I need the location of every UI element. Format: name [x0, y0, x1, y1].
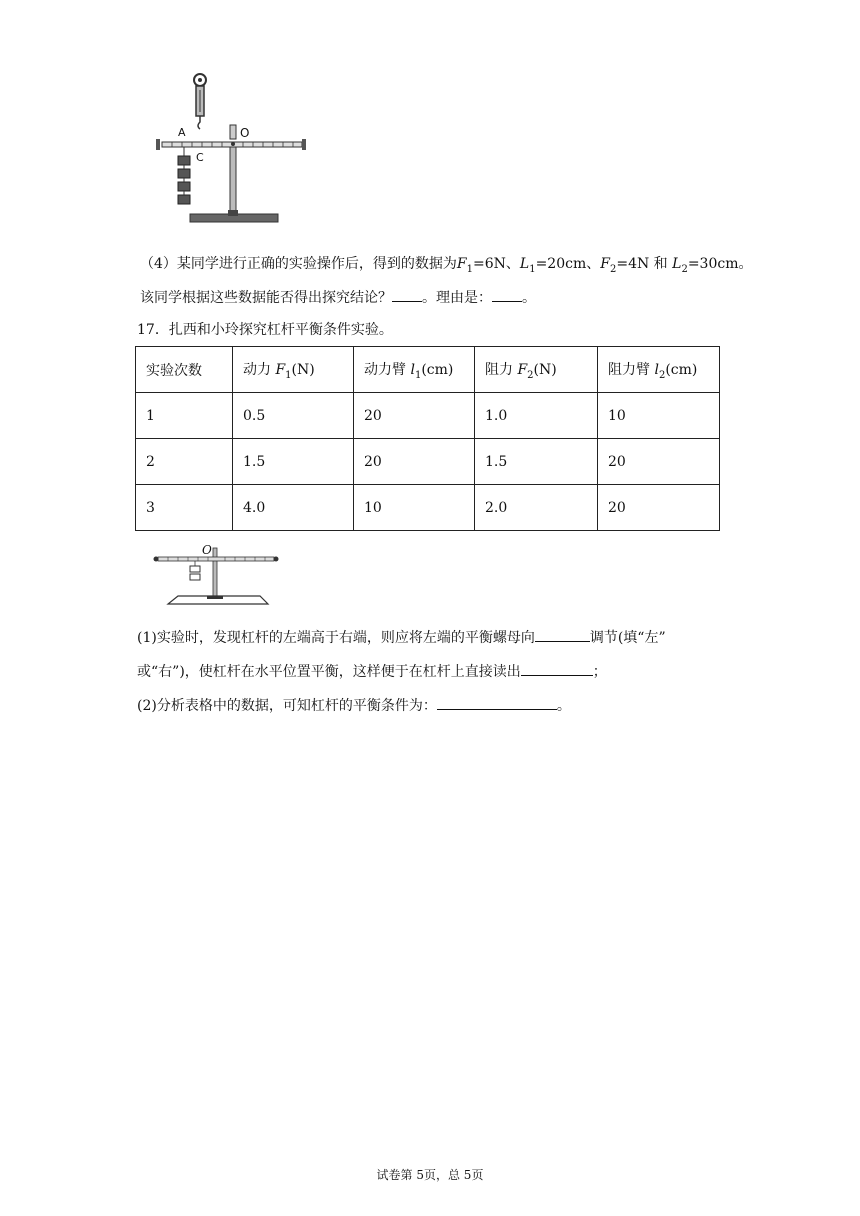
- table-cell: 10: [598, 393, 720, 439]
- table-header-row: [136, 347, 720, 393]
- table-cell: 1.0: [475, 393, 598, 439]
- table-header-cell: 动力臂 $l_1(cm)$: [354, 347, 475, 393]
- point-a-label: A: [178, 126, 186, 139]
- part-1-line-2: 或“右”)，使杠杆在水平位置平衡，这样便于在杠杆上直接读出 ；: [137, 661, 607, 682]
- pivot-o-label: O: [240, 126, 250, 140]
- table-cell: 1.5: [233, 439, 354, 485]
- table-row: [136, 485, 720, 531]
- answer-blank[interactable]: [492, 287, 522, 302]
- page-footer: 试卷第 5页，总 5页: [376, 1168, 484, 1182]
- table-header-cell: 阻力 $F_2(N)$: [475, 347, 598, 393]
- table-header-cell: 实验次数: [136, 347, 233, 393]
- table-cell: 2.0: [475, 485, 598, 531]
- point-c-label: C: [196, 151, 204, 164]
- table-header-cell: 动力 $F_1(N)$: [233, 347, 354, 393]
- lever-spring-scale-figure: [150, 70, 315, 230]
- table-cell: 0.5: [233, 393, 354, 439]
- lever-stand-figure: [152, 542, 282, 608]
- question-4-line-1: （4）某同学进行正确的实验操作后，得到的数据为$F_1=6N$、$L_1=20cm$、$F_2=4N$ 和 $L_2=30cm$。: [140, 256, 753, 275]
- experiment-data-table: [135, 346, 720, 531]
- table-cell: 1: [136, 393, 233, 439]
- table-cell: 2: [136, 439, 233, 485]
- question-4-line-2: 该同学根据这些数据能否得出探究结论？ 。理由是： 。: [140, 287, 536, 308]
- answer-blank[interactable]: [437, 695, 557, 710]
- table-cell: 4.0: [233, 485, 354, 531]
- table-cell: 3: [136, 485, 233, 531]
- answer-blank[interactable]: [521, 661, 593, 676]
- table-cell: 10: [354, 485, 475, 531]
- pivot-o-label: O: [202, 543, 212, 557]
- table-cell: 1.5: [475, 439, 598, 485]
- part-2-line: (2)分析表格中的数据，可知杠杆的平衡条件为： 。: [137, 695, 571, 716]
- table-cell: 20: [354, 393, 475, 439]
- answer-blank[interactable]: [535, 627, 590, 642]
- question-17-title: 17．扎西和小玲探究杠杆平衡条件实验。: [137, 322, 393, 338]
- table-header-cell: 阻力臂 $l_2(cm)$: [598, 347, 720, 393]
- part-1-line-1: (1)实验时，发现杠杆的左端高于右端，则应将左端的平衡螺母向 调节(填“左”: [137, 627, 666, 648]
- answer-blank[interactable]: [392, 287, 422, 302]
- table-row: [136, 439, 720, 485]
- table-cell: 20: [598, 439, 720, 485]
- table-row: [136, 393, 720, 439]
- table-cell: 20: [598, 485, 720, 531]
- table-cell: 20: [354, 439, 475, 485]
